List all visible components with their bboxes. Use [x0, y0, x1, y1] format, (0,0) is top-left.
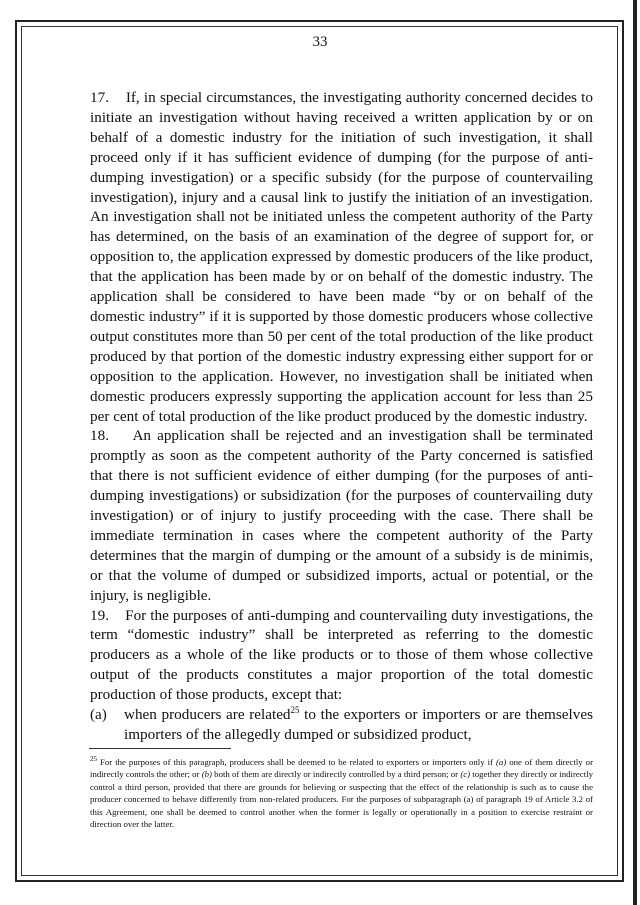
subparagraph-a-text-before: when producers are related — [124, 706, 291, 724]
footnote-text: together they directly or indirectly control a third person, provided that there are grounds for believing or suspecting that the effect of the relationship is such as to cause the producer concerned to behave differently from non-related producers. For the purposes of subparagraph (a) of paragraph 19 of Article 3.2 of this Agreement, one shall be deemed to control another when the former is legally or operationally in a position to exercise restraint or direction over the latter. — [90, 769, 593, 830]
footnote-separator — [89, 748, 231, 749]
document-body — [90, 88, 593, 745]
footnote-marker: 25 — [90, 755, 97, 764]
footnote-item-b: (b) — [201, 769, 212, 780]
paragraph-18: 18. An application shall be rejected and an investigation shall be terminated promptly as soon as the competent authority of the Party concerned is satisfied that there is not sufficient evidence of either dumping (for the purposes of anti-dumping investigations) or subsidization (for the purposes of countervailing duty investigation) or of injury to justify proceeding with the case. There shall be immediate termination in cases where the competent authority of the Party determines that the margin of dumping or the amount of a subsidy is de minimis, or that the volume of dumped or subsidized imports, actual or potential, or the injury, is negligible. — [90, 427, 593, 604]
footnote-text: For the purposes of this paragraph, producers shall be deemed to be related to exporters or importers only if — [97, 757, 496, 767]
paragraph-17: 17. If, in special circumstances, the investigating authority concerned decides to initiate an investigation without having received a written application by or on behalf of a domestic industry for the initiation of such investigation, it shall proceed only if it has sufficient evidence of dumping (for the purpose of anti-dumping investigation) or a specific subsidy (for the purpose of countervailing investigation), injury and a causal link to justify the initiation of an investigation. An investigation shall not be initiated unless the competent authority of the Party has determined, on the basis of an examination of the degree of support for, or opposition to, the application expressed by domestic producers of the like product, that the application has been made by or on behalf of the domestic industry. The application shall be considered to have been made “by or on behalf of the domestic industry” if it is supported by those domestic producers whose collective output constitutes more than 50 per cent of the total production of the like product produced by that portion of the domestic industry expressing either support for or opposition to the application. However, no investigation shall be initiated when domestic producers expressly supporting the application account for less than 25 per cent of total production of the like product produced by the domestic industry. — [90, 89, 593, 425]
footnote-item-a: (a) — [496, 757, 507, 767]
subparagraph-a-text-after: to the exporters or importers or are themselves importers of the allegedly dumped or subsidized product, — [124, 706, 593, 743]
page-number: 33 — [312, 34, 328, 50]
footnote-item-c: (c) — [460, 769, 471, 780]
subparagraph-a — [90, 705, 593, 745]
subparagraph-a-label: (a) — [90, 706, 107, 724]
footnote-25 — [90, 756, 593, 830]
footnote-reference-25[interactable]: 25 — [290, 705, 300, 716]
paragraph-19: 19. For the purposes of anti-dumping and countervailing duty investigations, the term “domestic industry” shall be interpreted as referring to the domestic producers as a whole of the like products or to those of them whose collective output of the products constitutes a major proportion of the total domestic production of those products, except that: — [90, 606, 593, 704]
scan-edge — [633, 0, 637, 905]
footnote-text: both of them are directly or indirectly controlled by a third person; or — [211, 769, 461, 780]
footnote-text: one of them directly or indirectly controls the other; or — [90, 757, 594, 780]
